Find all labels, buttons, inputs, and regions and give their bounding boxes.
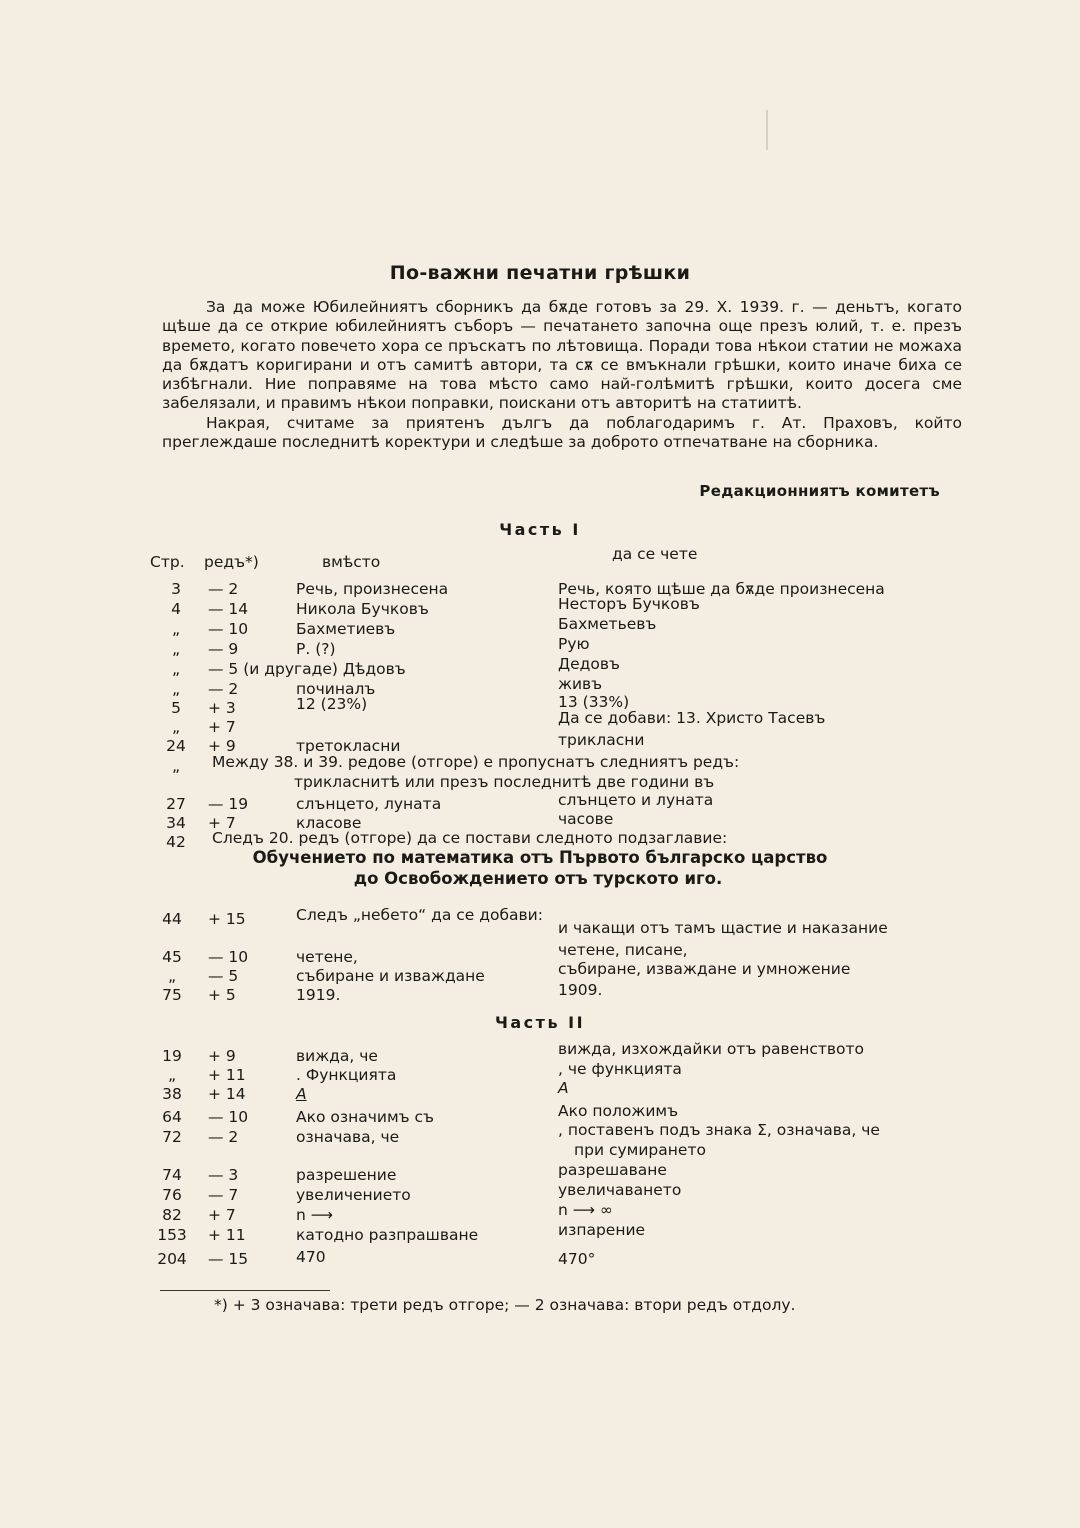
part-1-title: Часть I bbox=[499, 520, 581, 539]
footnote: *) + 3 означава: трети редъ отгоре; — 2 означава: втори редъ отдолу. bbox=[214, 1296, 796, 1314]
part-2-title: Часть II bbox=[494, 1013, 586, 1032]
header-page: Стр. bbox=[150, 553, 185, 571]
inserted-subheading-line-2: до Освобождението отъ турското иго. bbox=[353, 869, 723, 888]
document-page: По-важни печатни грѣшки За да може Юбилейниятъ сборникъ да бѫде готовъ за 29. X. 1939. г. — деньтъ, когато щѣше да се открие юбилейниятъ съборъ — печатането започна още презъ юлий, т. е. презъ времето, когато повечето хора се пръскатъ по лѣтовища. Поради това нѣкои статии не можаха да бѫдатъ коригирани и отъ самитѣ автори, та сѫ се вмъкнали грѣшки, които иначе биха се избѣгнали. Ние поправяме на това мѣсто само най-голѣмитѣ грѣшки, които досега сме забелязали, и правимъ нѣкои поправки, поискани отъ авторитѣ на статиитѣ. Накрая, считаме за приятенъ дългъ да поблагодаримъ г. Ат. Праховъ, който преглеждаше последнитѣ коректури и следѣше за доброто отпечатване на сборника. Редакционниятъ комитетъ Часть I Стр. редъ*) вмѣсто да се чете 3 — 2 Речь, произнесена Речь, която щѣше да бѫде произнесена 4 — 14 Никола Бучковъ Несторъ Бучковъ „ — 10 Бахметиевъ Бахметьевъ „ — 9 Р. (?) Рую „ — 5 (и другаде) Дѣдовъ Дедовъ „ — 2 починалъ живъ 5 + 3 12 (23%) 13 (33%) „ + 7 Да се добави: 13. Христо Тасевъ 24 + 9 третокласни трикласни „ Между 38. и 39. редове (отгоре) е пропуснатъ следниятъ редъ: трикласнитѣ или презъ последнитѣ две години въ 27 — 19 слънцето, луната слънцето и луната 34 + 7 класове часове 42 Следъ 20. редъ (отгоре) да се постави следното подзаглавие: Обучението по математика отъ Първото българско царство до Освобождението отъ турското иго. 44 + 15 Следъ „небето“ да се добави: и чакащи отъ тамъ щастие и наказание 45 — 10 четене, четене, писане, „ — 5 събиране и изваждане събиране, изваждане и умножение 75 + 5 1919. 1909. Часть II 19 + 9 вижда, че вижда, изхождайки отъ равенството „ + 11 . Функцията , че функцията 38 + 14 A A 64 — 10 Ако означимъ съ Ако положимъ 72 — 2 означава, че , поставенъ подъ знака Σ, означава, че при сумирането 74 — 3 разрешение разрешаване 76 — 7 увеличението увеличаването 82 + 7 n ⟶ n ⟶ ∞ 153 + 11 катодно разпрашване изпарение 204 — 15 470 470° *) + 3 означава: трети редъ отгоре; — 2 означава: втори редъ отдолу. bbox=[0, 0, 1080, 1528]
table-header bbox=[0, 545, 1080, 573]
intro-text bbox=[162, 298, 962, 452]
signature: Редакционниятъ комитетъ bbox=[699, 482, 940, 500]
header-line: редъ*) bbox=[204, 553, 259, 571]
inserted-subheading-line-1: Обучението по математика отъ Първото българско царство bbox=[252, 848, 828, 867]
intro-paragraph-2: Накрая, считаме за приятенъ дългъ да поблагодаримъ г. Ат. Праховъ, който преглеждаше последнитѣ коректури и следѣше за доброто отпечатване на сборника. bbox=[162, 413, 962, 452]
header-right: да се чете bbox=[612, 545, 698, 563]
header-wrong: вмѣсто bbox=[322, 553, 381, 571]
footnote-rule bbox=[160, 1290, 330, 1291]
page-crease bbox=[766, 110, 768, 150]
intro-paragraph-1: За да може Юбилейниятъ сборникъ да бѫде готовъ за 29. X. 1939. г. — деньтъ, когато щѣше да се открие юбилейниятъ съборъ — печатането започна още презъ юлий, т. е. презъ времето, когато повечето хора се пръскатъ по лѣтовища. Поради това нѣкои статии не можаха да бѫдатъ коригирани и отъ самитѣ автори, та сѫ се вмъкнали грѣшки, които иначе биха се избѣгнали. Ние поправяме на това мѣсто само най-голѣмитѣ грѣшки, които досега сме забелязали, и правимъ нѣкои поправки, поискани отъ авторитѣ на статиитѣ. bbox=[162, 298, 962, 413]
page-title: По-важни печатни грѣшки bbox=[389, 262, 691, 284]
